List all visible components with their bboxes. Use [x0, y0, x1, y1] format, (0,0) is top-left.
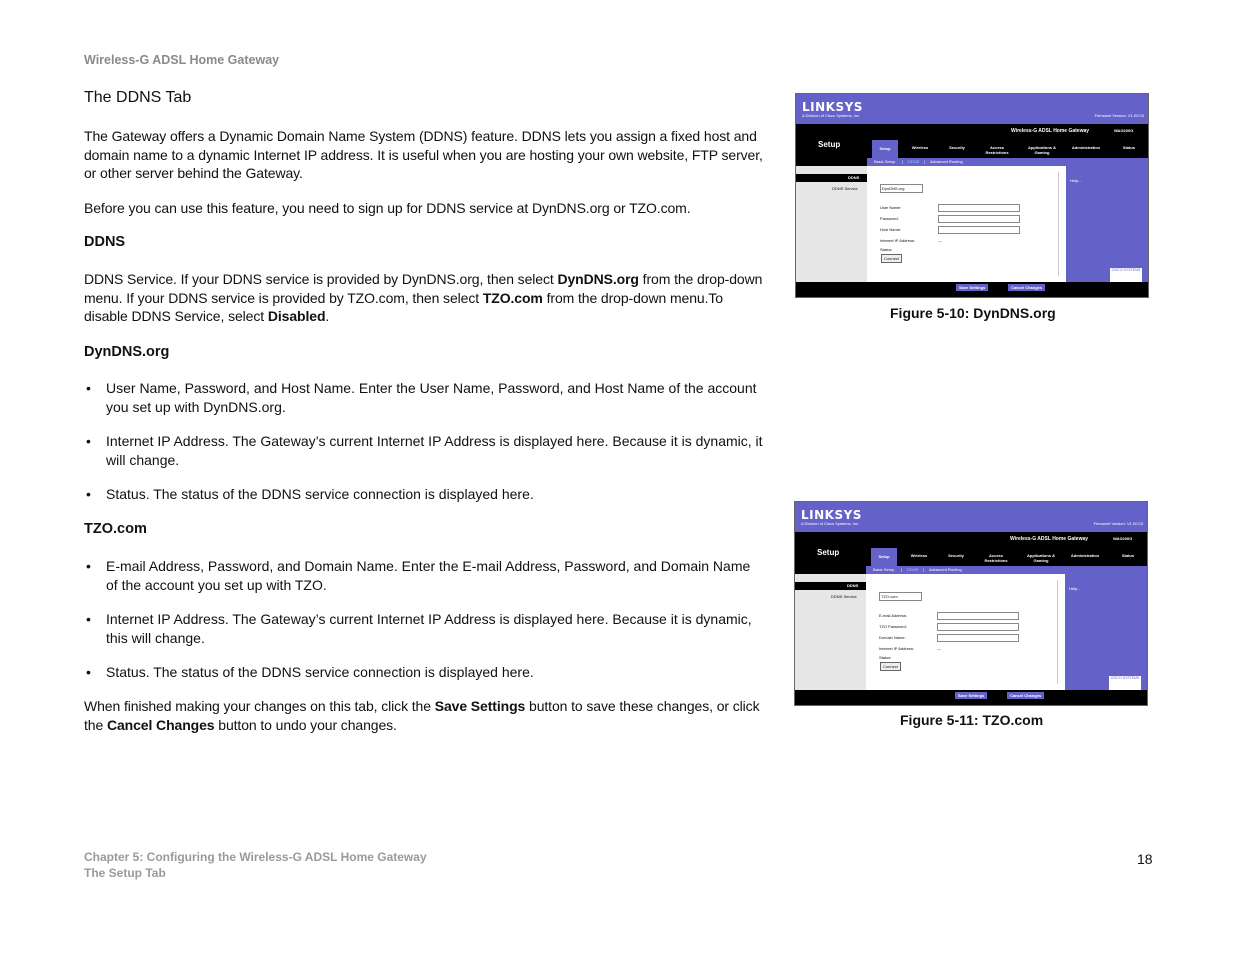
page-number: 18: [1137, 851, 1153, 867]
subtab-basic-setup[interactable]: Basic Setup: [874, 159, 896, 164]
subtab-advanced-routing[interactable]: Advanced Routing: [930, 159, 963, 164]
tab-security[interactable]: Security: [949, 145, 965, 150]
tab-wireless[interactable]: Wireless: [910, 553, 928, 558]
password-field[interactable]: [938, 215, 1020, 223]
cisco-logo: CISCO SYSTEMS: [1110, 268, 1142, 284]
list-item: • Status. The status of the DDNS service connection is displayed here.: [86, 486, 534, 502]
tab-administration[interactable]: Administration: [1070, 553, 1100, 558]
figure-caption: Figure 5-10: DynDNS.org: [890, 305, 1056, 321]
list-item: • Internet IP Address. The Gateway’s current Internet IP Address is displayed here. Because it is dynamic, this will change.: [86, 611, 752, 646]
figure-caption: Figure 5-11: TZO.com: [900, 712, 1044, 728]
list-item: • E-mail Address, Password, and Domain Name. Enter the E-mail Address, Password, and Domain Name of the account you set up with TZO.: [86, 558, 751, 593]
save-settings-button[interactable]: Save Settings: [956, 284, 988, 291]
figure-dyndns-screenshot: LINKSYS A Division of Cisco Systems, Inc. Firmware Version: V1.00.03 Setup Wireless-G ADSL Home Gateway WAG200G Setup Wireless Security Access Restrictions Applications & Gaming Administration Status Basic Setup | DDNS | Advanced Routing DDNS DDNS Service DynDNS.org User Name: Password: Host Name: Internet IP Address: --- Status: Connect Help... CISCO SYSTEMS Save Settings Cancel Changes: [795, 93, 1149, 298]
linksys-logo: LINKSYS: [802, 100, 863, 114]
ddns-service-select[interactable]: DynDNS.org: [880, 184, 923, 193]
help-link[interactable]: Help...: [1069, 586, 1081, 591]
ddns-service-select[interactable]: TZO.com: [879, 592, 922, 601]
subtab-ddns[interactable]: DDNS: [907, 567, 919, 572]
help-link[interactable]: Help...: [1070, 178, 1082, 183]
cisco-logo: CISCO SYSTEMS: [1109, 676, 1141, 692]
tab-status[interactable]: Status: [1121, 553, 1135, 558]
figure-tzo-screenshot: LINKSYS A Division of Cisco Systems, Inc. Firmware Version: V1.00.03 Setup Wireless-G ADSL Home Gateway WAG200G Setup Wireless Security Access Restrictions Applications & Gaming Administration Status Basic Setup | DDNS | Advanced Routing DDNS DDNS Service TZO.com E-mail Address: TZO Password: Domain Name: Internet IP Address: --- Status: Connect Help... CISCO SYSTEMS Save Settings Cancel Changes: [794, 501, 1148, 706]
subtab-basic-setup[interactable]: Basic Setup: [873, 567, 895, 572]
subtab-advanced-routing[interactable]: Advanced Routing: [929, 567, 962, 572]
username-field[interactable]: [938, 204, 1020, 212]
cancel-changes-button[interactable]: Cancel Changes: [1007, 692, 1044, 699]
tzo-heading: TZO.com: [84, 521, 147, 537]
linksys-logo: LINKSYS: [801, 508, 862, 522]
tzo-password-field[interactable]: [937, 623, 1019, 631]
dyndns-heading: DynDNS.org: [84, 344, 170, 360]
tab-security[interactable]: Security: [948, 553, 964, 558]
connect-button[interactable]: Connect: [881, 254, 902, 263]
tab-access-restrictions[interactable]: Access Restrictions: [985, 145, 1009, 155]
footer-section: The Setup Tab: [84, 866, 166, 880]
tab-applications-gaming[interactable]: Applications & Gaming: [1026, 553, 1055, 563]
connect-button[interactable]: Connect: [880, 662, 901, 671]
save-settings-button[interactable]: Save Settings: [955, 692, 987, 699]
list-item: • Internet IP Address. The Gateway’s current Internet IP Address is displayed here. Because it is dynamic, it will change.: [86, 433, 763, 468]
tab-setup[interactable]: Setup: [871, 548, 897, 566]
cancel-changes-button[interactable]: Cancel Changes: [1008, 284, 1045, 291]
host-name-field[interactable]: [938, 226, 1020, 234]
subtab-ddns[interactable]: DDNS: [908, 159, 920, 164]
tab-applications-gaming[interactable]: Applications & Gaming: [1027, 145, 1056, 155]
closing-paragraph: When finished making your changes on this tab, click the Save Settings button to save these changes, or click the Cancel Changes button to undo your changes.: [84, 698, 760, 733]
domain-name-field[interactable]: [937, 634, 1019, 642]
tab-access-restrictions[interactable]: Access Restrictions: [984, 553, 1008, 563]
list-item: • User Name, Password, and Host Name. Enter the User Name, Password, and Host Name of the account you set up with DynDNS.org.: [86, 380, 757, 415]
footer-chapter: Chapter 5: Configuring the Wireless-G ADSL Home Gateway: [84, 850, 427, 864]
tab-setup[interactable]: Setup: [872, 140, 898, 158]
intro-paragraph-2: Before you can use this feature, you need to sign up for DDNS service at DynDNS.org or TZO.com.: [84, 200, 691, 216]
tab-wireless[interactable]: Wireless: [911, 145, 929, 150]
running-header: Wireless-G ADSL Home Gateway: [84, 53, 280, 67]
ddns-paragraph: DDNS Service. If your DDNS service is provided by DynDNS.org, then select DynDNS.org from the drop-down menu. If your DDNS service is provided by TZO.com, then select TZO.com from the drop-down menu.To disable DDNS Service, select Disabled.: [84, 271, 763, 325]
tab-administration[interactable]: Administration: [1071, 145, 1101, 150]
tab-status[interactable]: Status: [1122, 145, 1136, 150]
email-field[interactable]: [937, 612, 1019, 620]
intro-paragraph-1: The Gateway offers a Dynamic Domain Name System (DDNS) feature. DDNS lets you assign a fixed host and domain name to a dynamic Internet IP address. It is useful when you are hosting your own website, FTP server, or other server behind the Gateway.: [84, 128, 763, 182]
list-item: • Status. The status of the DDNS service connection is displayed here.: [86, 664, 534, 680]
section-title: The DDNS Tab: [84, 89, 192, 106]
ddns-heading: DDNS: [84, 234, 126, 250]
